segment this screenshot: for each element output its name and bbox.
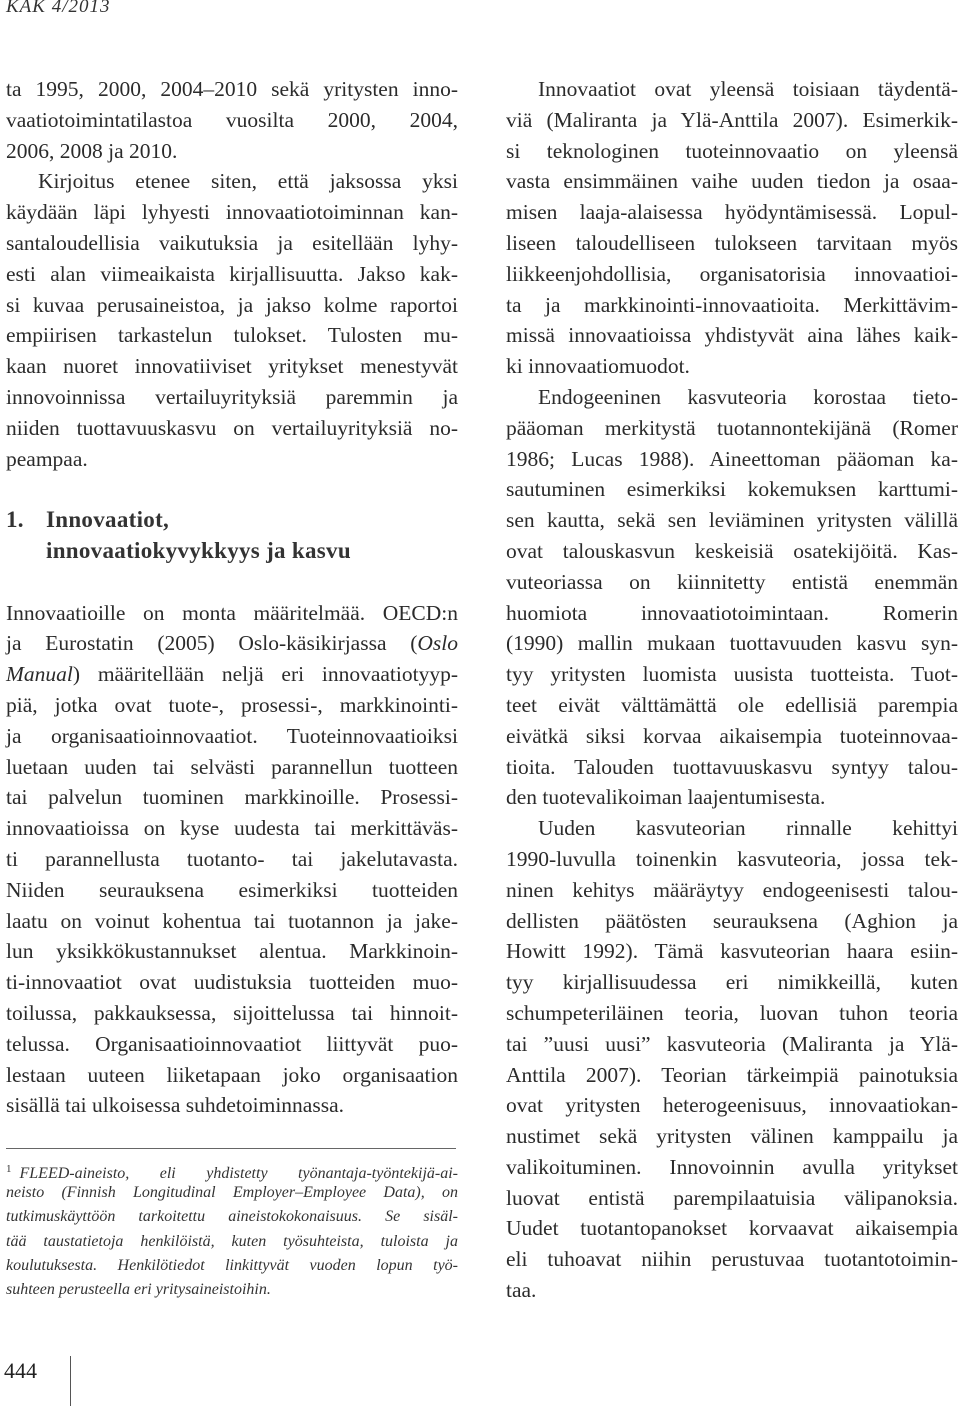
footnote-line: koulutuksesta. Henkilötiedot linkittyvät vuoden lopun työ- — [6, 1256, 458, 1274]
right-column — [506, 74, 958, 1306]
text-line: dellisten päätösten seurauksena (Aghion ja — [506, 908, 958, 933]
text-line: sen kautta, sekä sen leviäminen yritysten välillä — [506, 508, 958, 533]
text-line: tioita. Talouden tuottavuuskasvu syntyy talou- — [506, 754, 958, 779]
text-line: 1990-luvulla toinenkin kasvuteoria, jossa tek- — [506, 846, 958, 871]
footnote — [6, 1157, 458, 1302]
text-line: peampaa. — [6, 446, 88, 471]
text-line: tyy yritysten luomista uusista tuotteista. Tuot- — [506, 662, 958, 687]
text-line: (1990) mallin mukaan tuottavuuden kasvu syn- — [506, 631, 958, 656]
text-line: ta ja markkinointi-innovaatioita. Merkittävim- — [506, 292, 958, 317]
text-line: Uuden kasvuteorian rinnalle kehittyi — [538, 816, 958, 841]
text-line: ovat yritysten heterogeenisuus, innovaatiokan- — [506, 1093, 958, 1118]
footnote-line: suhteen perusteella eri yritysaineistoihin. — [6, 1280, 271, 1298]
footnote-line: neisto (Finnish Longitudinal Employer–Employee Data), on — [6, 1184, 458, 1202]
text-line: ja Eurostatin (2005) Oslo-käsikirjassa (Oslo — [6, 631, 458, 656]
text-line: schumpeteriläinen teoria, luovan tuhon teoria — [506, 1000, 958, 1025]
text-line: huomiota innovaatiotoimintaan. Romerin — [506, 600, 958, 625]
text-line: ovat talouskasvun keskeisiä osatekijöitä. Kas- — [506, 538, 958, 563]
text-line: vaatiotoimintatilastoa vuosilta 2000, 2004, — [6, 107, 458, 132]
text-line: telussa. Organisaatioinnovaatiot liittyvät puo- — [6, 1031, 458, 1056]
text-line: empiirisen tarkastelun tulokset. Tulosten mu- — [6, 323, 458, 348]
text-line: innovaatioissa on kyse uudesta tai merkittäväs- — [6, 816, 458, 841]
text-line: vuteoriassa on kiinnitetty entistä enemmän — [506, 569, 958, 594]
section-number: 1. — [6, 507, 24, 533]
text-line: tai palvelun tuominen markkinoille. Prosessi- — [6, 785, 458, 810]
text-line: laatu on voinut kohentua tai tuotannon ja jake- — [6, 908, 458, 933]
text-line: ti-innovaatiot ovat uudistuksia tuotteiden muo- — [6, 970, 458, 995]
text-line: ki innovaatiomuodot. — [506, 354, 690, 379]
footnote-line: $^1$ FLEED-aineisto, eli yhdistetty työnantaja-työntekijä-ai- — [6, 1163, 458, 1182]
text-line: sautuminen esimerkiksi kokemuksen karttumi- — [506, 477, 958, 502]
text-line: den tuotevalikoiman laajentumisesta. — [506, 785, 826, 810]
text-line: eli tuhoavat niihin perustuvaa tuotantotoimin- — [506, 1247, 958, 1272]
text-line: taa. — [506, 1278, 537, 1303]
text-line: tyy kirjallisuudessa eri nimikkeillä, kuten — [506, 970, 958, 995]
text-line: pääoman merkitystä tuotannontekijänä (Romer — [506, 415, 958, 440]
text-line: ja organisaatioinnovaatiot. Tuoteinnovaatioiksi — [6, 723, 458, 748]
text-line: ta 1995, 2000, 2004–2010 sekä yritysten inno- — [6, 77, 458, 101]
text-line: 2006, 2008 ja 2010. — [6, 138, 178, 163]
text-line: Niiden seurauksena esimerkiksi tuotteiden — [6, 877, 458, 902]
text-line: Kirjoitus etenee siten, että jaksossa yksi — [38, 169, 458, 194]
text-line: luovat entistä parempilaatuisia välipanoksia. — [506, 1185, 958, 1210]
text-line: kaan nuoret innovatiiviset yritykset menestyvät — [6, 354, 458, 379]
text-line: ti parannellusta tuotanto- tai jakelutavasta. — [6, 846, 458, 871]
text-line: ninen kehitys määräytyy endogeenisesti talou- — [506, 877, 958, 902]
text-line: teet eivät välttämättä ole edellisiä parempia — [506, 692, 958, 717]
text-line: toilussa, pakkauksessa, sijoittelussa tai hinnoit- — [6, 1000, 458, 1025]
text-line: Uudet tuotantopanokset korvaavat aikaisempia — [506, 1216, 958, 1241]
text-line: luetaan uuden tai selvästi parannellun tuotteen — [6, 754, 458, 779]
text-line: liseen taloudelliseen tulokseen tarvitaan myös — [506, 230, 958, 255]
text-line: Manual) määritellään neljä eri innovaatiotyyp- — [6, 662, 458, 687]
text-line: eivätkä siksi korvaa aikaisempia tuoteinnovaa- — [506, 723, 958, 748]
text-line: viä (Maliranta ja Ylä-Anttila 2007). Esimerkik- — [506, 107, 958, 132]
left-column — [6, 74, 458, 1121]
text-line: esti alan viimeaikaista kirjallisuutta. Jakso kak- — [6, 261, 458, 286]
text-line: piä, jotka ovat tuote-, prosessi-, markkinointi- — [6, 692, 458, 717]
text-line: missä innovaatioissa yhdistyvät aina lähes kaik- — [506, 323, 958, 348]
footnote-rule — [6, 1148, 456, 1149]
text-line: Innovaatioille on monta määritelmää. OECD:n — [6, 600, 458, 625]
text-line: Howitt 1992). Tämä kasvuteorian haara esiin- — [506, 939, 958, 964]
section-heading — [6, 505, 458, 536]
text-line: valikoituminen. Innovoinnin avulla yritykset — [506, 1154, 958, 1179]
text-line: Endogeeninen kasvuteoria korostaa tieto- — [538, 384, 958, 409]
footnote-marker: 1 — [6, 1163, 12, 1175]
text-line: si kuvaa perusaineistoa, ja jakso kolme raportoi — [6, 292, 458, 317]
text-line: si teknologinen tuoteinnovaatio on yleensä — [506, 138, 958, 163]
text-line: lestaan uuteen liiketapaan joko organisaation — [6, 1062, 458, 1087]
text-line: innovoinnissa vertailuyrityksiä paremmin ja — [6, 384, 458, 409]
text-line: nustimet sekä yritysten välinen kamppailu ja — [506, 1124, 958, 1149]
section-title-line1: Innovaatiot, — [46, 507, 170, 533]
text-line: lun yksikkökustannukset alentua. Markkinoin- — [6, 939, 458, 964]
text-line: misen laaja-alaisessa hyödyntämisessä. Lopul- — [506, 200, 958, 225]
text-line: niiden tuottavuuskasvu on vertailuyrityksiä no- — [6, 415, 458, 440]
text-line: Innovaatiot ovat yleensä toisiaan täydentä- — [538, 77, 958, 101]
page-number: 444 — [4, 1358, 37, 1383]
text-line: liikkeenjohdollisia, organisatorisia innovaatioi- — [506, 261, 958, 286]
text-line: Anttila 2007). Teorian tärkeimpiä painotuksia — [506, 1062, 958, 1087]
footnote-line: tutkimuskäyttöön tarkoitettu aineistokokonaisuus. Se sisäl- — [6, 1208, 458, 1226]
page-number-rule — [70, 1356, 71, 1406]
text-line: 1986; Lucas 1988). Aineettoman pääoman ka- — [506, 446, 958, 471]
running-header: KAK 4/2013 — [6, 0, 111, 17]
text-line: vasta ensimmäinen vaihe uuden tiedon ja osaa- — [506, 169, 958, 194]
footnote-line: tää taustatietoja henkilöistä, kuten työsuhteista, tuloista ja — [6, 1232, 458, 1250]
text-line: sisällä tai ulkoisessa suhdetoiminnassa. — [6, 1093, 344, 1118]
section-title-line2: innovaatiokyvykkyys ja kasvu — [46, 537, 351, 563]
text-line: käydään läpi lyhyesti innovaatiotoiminnan kan- — [6, 200, 458, 225]
text-line: tai ”uusi uusi” kasvuteoria (Maliranta ja Ylä- — [506, 1031, 958, 1056]
text-line: santaloudellisia vaikutuksia ja esitellään lyhy- — [6, 230, 458, 255]
